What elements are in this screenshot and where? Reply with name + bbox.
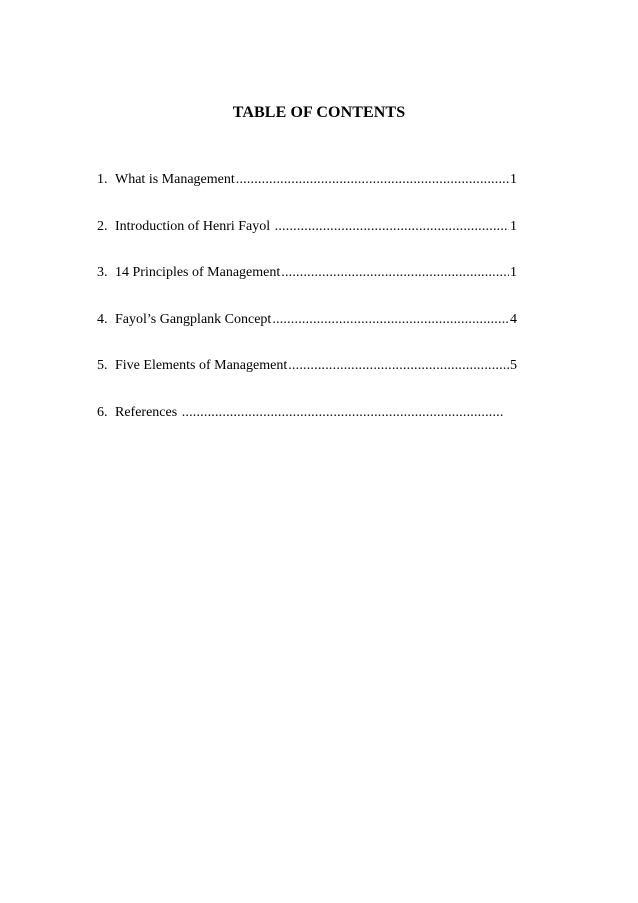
toc-entry-page: 5 xyxy=(510,358,517,373)
toc-entry xyxy=(97,405,517,426)
toc-entry xyxy=(97,172,517,193)
toc-entry-number: 5. xyxy=(97,358,108,373)
toc-list xyxy=(97,172,517,451)
toc-entry-number: 2. xyxy=(97,218,108,234)
toc-dot-leader xyxy=(281,265,509,281)
toc-entry xyxy=(97,358,517,379)
toc-entry-page: 1 xyxy=(510,172,517,187)
toc-entry-page: 1 xyxy=(510,265,517,280)
toc-title: TABLE OF CONTENTS xyxy=(232,104,406,121)
toc-entry xyxy=(97,265,517,286)
toc-entry-title: Introduction of Henri Fayol xyxy=(115,218,274,234)
toc-dot-leader xyxy=(236,172,509,188)
toc-entry-title: Five Elements of Management xyxy=(115,358,288,373)
toc-entry-number: 1. xyxy=(97,172,108,187)
toc-entry-number: 6. xyxy=(97,404,108,420)
toc-entry xyxy=(97,312,517,333)
toc-entry-title: 14 Principles of Management xyxy=(115,265,281,280)
toc-entry-page: 1 xyxy=(510,218,517,234)
toc-entry-title: References xyxy=(115,404,181,420)
toc-entry xyxy=(97,219,517,240)
toc-dot-leader xyxy=(272,312,509,328)
toc-dot-leader xyxy=(182,405,504,421)
toc-entry-page: 4 xyxy=(510,311,517,327)
toc-entry-title: Fayol’s Gangplank Concept xyxy=(115,311,272,327)
toc-entry-title: What is Management xyxy=(115,172,235,187)
toc-dot-leader xyxy=(275,219,509,235)
toc-dot-leader xyxy=(288,358,509,374)
toc-entry-number: 3. xyxy=(97,265,108,280)
toc-entry-number: 4. xyxy=(97,311,108,327)
